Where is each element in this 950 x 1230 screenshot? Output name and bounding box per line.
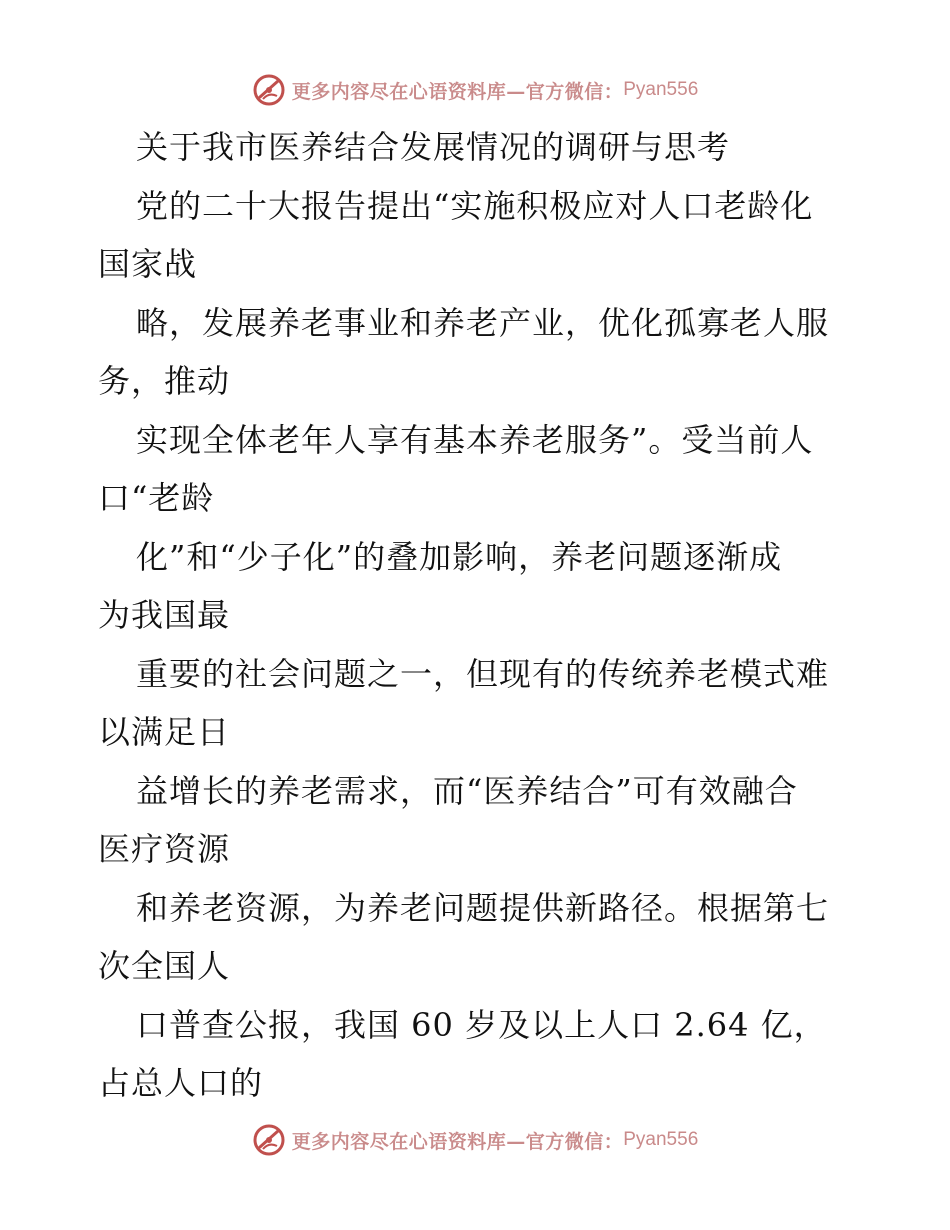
watermark-logo-icon: [252, 73, 286, 107]
header-watermark-text: 更多内容尽在心语资料库—官方微信：: [291, 80, 624, 103]
paragraph-line: 务，推动: [98, 362, 231, 400]
paragraph-line: 实现全体老年人享有基本养老服务”。受当前人: [136, 420, 814, 459]
paragraph-line: 医疗资源: [98, 830, 231, 868]
paragraph-line: 次全国人: [98, 947, 231, 985]
header-watermark-id: Pyan556: [623, 79, 699, 100]
footer-watermark-banner: [0, 1118, 950, 1162]
document-body: [98, 118, 858, 1113]
paragraph-line: 口普查公报，我国 60 岁及以上人口 2.64 亿，: [136, 1005, 827, 1044]
footer-watermark-id: Pyan556: [623, 1129, 699, 1150]
paragraph-line: 重要的社会问题之一，但现有的传统养老模式难: [136, 654, 830, 693]
paragraph-line: 益增长的养老需求，而“医养结合”可有效融合: [136, 771, 798, 810]
paragraph-line: 化”和“少子化”的叠加影响，养老问题逐渐成: [136, 537, 783, 576]
paragraph-line: 党的二十大报告提出“实施积极应对人口老龄化: [136, 186, 814, 225]
footer-watermark-text: 更多内容尽在心语资料库—官方微信：: [291, 1130, 624, 1153]
paragraph-line: 和养老资源，为养老问题提供新路径。根据第七: [136, 888, 830, 927]
paragraph-line: 国家战: [98, 245, 198, 283]
paragraph-line: 占总人口的: [98, 1064, 264, 1102]
watermark-logo-icon: [252, 1123, 286, 1157]
paragraph-line: 以满足日: [98, 713, 231, 751]
paragraph-line: 口“老龄: [98, 479, 215, 517]
header-watermark-banner: [0, 68, 950, 112]
paragraph-line: 略，发展养老事业和养老产业，优化孤寡老人服: [136, 303, 830, 342]
document-title: 关于我市医养结合发展情况的调研与思考: [136, 128, 731, 166]
paragraph-line: 为我国最: [98, 596, 231, 634]
